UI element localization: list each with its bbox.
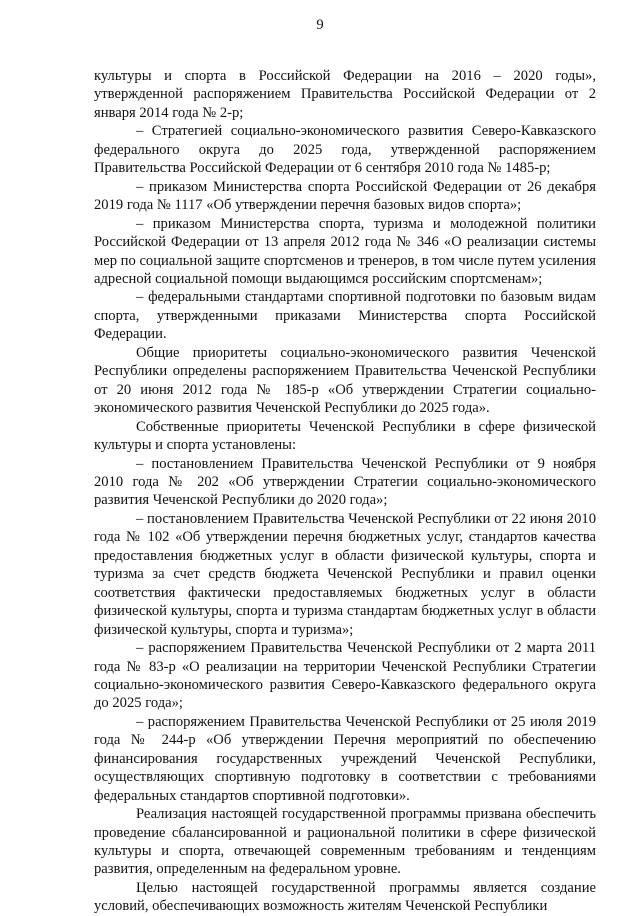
paragraph-continuation: культуры и спорта в Российской Федерации на 2016 – 2020 годы», утвержденной распоряжением Правительства Российской Федерации от 2 января 2014 года № 2-р; <box>94 68 596 121</box>
page-number: 9 <box>316 17 324 33</box>
paragraph-own-priorities: Собственные приоритеты Чеченской Республики в сфере физической культуры и спорта установлены: <box>94 418 596 454</box>
list-item-order-346: – приказом Министерства спорта, туризма и молодежной политики Российской Федерации от 13 апреля 2012 года № 346 «О реализации системы мер по социальной защите спортсменов и тренеров, в том числе путем усиления адресной социальной помощи выдающимся российским спортсменам»; <box>94 215 596 287</box>
list-item-order-1117: – приказом Министерства спорта Российской Федерации от 26 декабря 2019 года № 1117 «Об утверждении перечня базовых видов спорта»; <box>94 178 596 214</box>
list-item-federal-standards: – федеральными стандартами спортивной подготовки по базовым видам спорта, утвержденными приказами Министерства спорта Российской Федерации. <box>94 289 596 343</box>
list-item-order-244: – распоряжением Правительства Чеченской Республики от 25 июля 2019 года № 244-р «Об утверждении Перечня мероприятий по обеспечению финансирования государственных учреждений Чеченской Республики, осуществляющих спортивную подготовку в соответствии с требованиями федеральных стандартов спортивной подготовки». <box>94 713 596 804</box>
list-item-strategy-skfo: – Стратегией социально-экономического развития Северо-Кавказского федерального округа до 2025 года, утвержденной распоряжением Правительства Российской Федерации от 6 сентября 2010 года № 1485-р; <box>94 123 596 177</box>
paragraph-goal: Целью настоящей государственной программы является создание условий, обеспечивающих возможность жителям Чеченской Республики <box>94 879 596 915</box>
list-item-resolution-102: – постановлением Правительства Чеченской Республики от 22 июня 2010 года № 102 «Об утверждении перечня бюджетных услуг, стандартов качества предоставления бюджетных услуг в области физической культуры, спорта и туризма за счет средств бюджета Чеченской Республики и правил оценки соответствия фактически предоставляемых бюджетных услуг в области физической культуры, спорта и туризма стандартам бюджетных услуг в области физической культуры, спорта и туризма»; <box>94 510 596 638</box>
paragraph-general-priorities: Общие приоритеты социально-экономического развития Чеченской Республики определены распоряжением Правительства Чеченской Республики от 20 июня 2012 года № 185-р «Об утверждении Стратегии социально-экономического развития Чеченской Республики до 2025 года». <box>94 344 596 417</box>
paragraph-implementation: Реализация настоящей государственной программы призвана обеспечить проведение сбалансированной и рациональной политики в сфере физической культуры и спорта, отвечающей современным требованиям и тенденциям развития, определенным на федеральном уровне. <box>94 806 596 878</box>
document-body <box>94 67 596 916</box>
list-item-order-83: – распоряжением Правительства Чеченской Республики от 2 марта 2011 года № 83-р «О реализации на территории Чеченской Республики Стратегии социально-экономического развития Северо-Кавказского федерального округа до 2025 года»; <box>94 640 596 712</box>
list-item-resolution-202: – постановлением Правительства Чеченской Республики от 9 ноября 2010 года № 202 «Об утверждении Стратегии социально-экономического развития Чеченской Республики до 2020 года»; <box>94 455 596 509</box>
